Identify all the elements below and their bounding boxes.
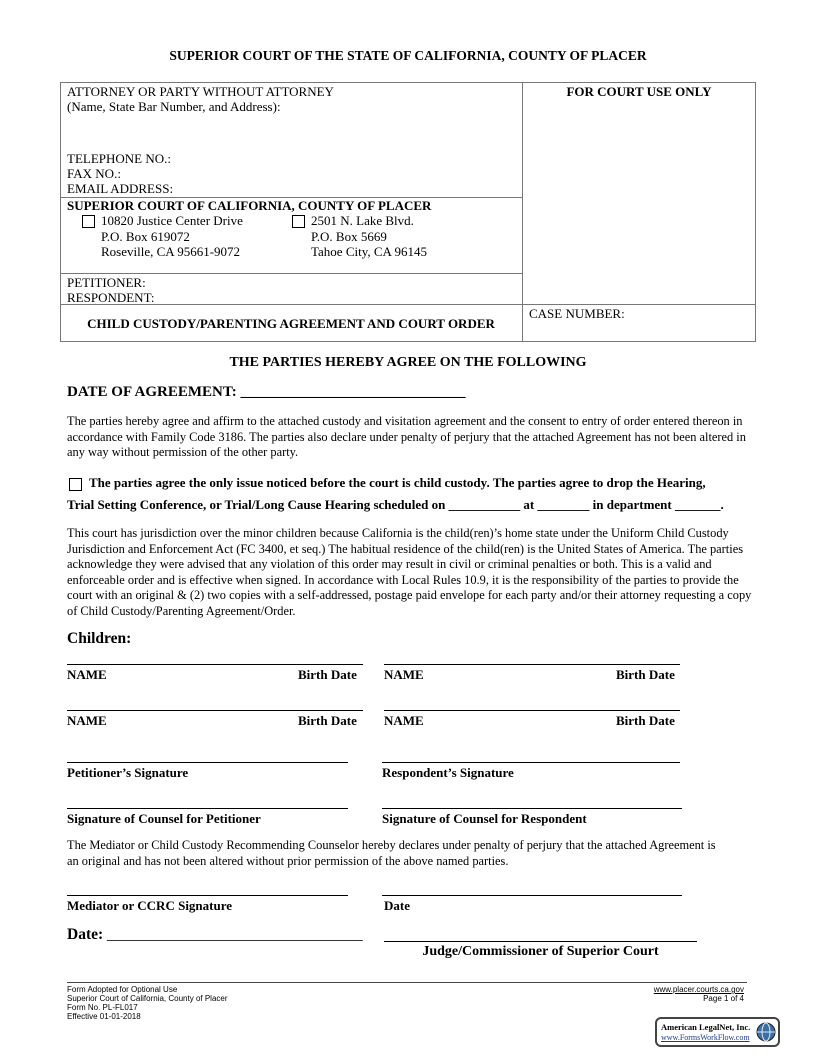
bottom-date-blank[interactable]: _________________________________ (107, 926, 363, 943)
roseville-address-2: P.O. Box 619072 (101, 229, 190, 244)
fax-label: FAX NO.: (67, 166, 121, 181)
counsel-respondent-label: Signature of Counsel for Respondent (382, 811, 587, 826)
child-3-line[interactable] (67, 710, 363, 711)
jurisdiction-paragraph: This court has jurisdiction over the minor children because California is the child(ren)’s home state under the Uniform Child Custody Jurisdiction and Enforcement Act (FC 3400, et seq.) The habitual residence of the child(ren) is the United States of America. The parties acknowledge they were advised that any violation of this order may result in civil or criminal penalties or both. This is a valid and enforceable order and is effective when signed. In accordance with Local Rules 10.9, it is the responsibility of the parties to provide the court with an original & (2) two copies with a self-addressed, postage paid envelope for each party and/or their attorney requesting a copy of Child Custody/Parenting Agreement/Order. (67, 526, 752, 618)
child-2-birth-date-label: Birth Date (616, 667, 675, 682)
judge-label: Judge/Commissioner of Superior Court (422, 944, 659, 959)
bottom-date (67, 926, 363, 944)
date-of-agreement-blank[interactable]: ______________________________ (240, 384, 466, 400)
agreement-heading: THE PARTIES HEREBY AGREE ON THE FOLLOWING (229, 355, 587, 370)
court-name: SUPERIOR COURT OF CALIFORNIA, COUNTY OF PLACER (67, 198, 432, 213)
roseville-address-1: 10820 Justice Center Drive (101, 213, 243, 228)
drop-hearing-line-1: The parties agree the only issue noticed before the court is child custody. The parties agree to drop the Hearing, (89, 475, 706, 490)
children-heading: Children: (67, 630, 132, 647)
tahoe-address-1: 2501 N. Lake Blvd. (311, 213, 414, 228)
child-4-birth-date-label: Birth Date (616, 713, 675, 728)
petitioner-label: PETITIONER: (67, 275, 146, 290)
logo-name: American LegalNet, Inc. (661, 1022, 751, 1032)
footer-line-4: Effective 01-01-2018 (67, 1012, 141, 1021)
caption-divider-vertical (522, 82, 523, 342)
judge-signature-line[interactable] (384, 941, 697, 942)
respondent-signature-label: Respondent’s Signature (382, 765, 514, 780)
mediator-signature-label: Mediator or CCRC Signature (67, 898, 233, 913)
petitioner-signature-label: Petitioner’s Signature (67, 765, 189, 780)
footer-right (654, 985, 744, 1003)
footer-line-2: Superior Court of California, County of Placer (67, 994, 228, 1003)
tahoe-checkbox[interactable] (292, 214, 305, 232)
child-4-name-label: NAME (384, 713, 424, 728)
caption-divider-2 (60, 273, 522, 274)
american-legalnet-logo[interactable] (655, 1017, 780, 1047)
drop-hearing-checkbox[interactable] (69, 477, 82, 495)
telephone-label: TELEPHONE NO.: (67, 151, 171, 166)
respondent-label: RESPONDENT: (67, 290, 155, 305)
drop-hearing-line-2: Trial Setting Conference, or Trial/Long Cause Hearing scheduled on ___________ at ________ in department _______. (67, 497, 724, 512)
email-label: EMAIL ADDRESS: (67, 181, 174, 196)
caption-divider-3 (60, 304, 756, 305)
tahoe-address-2: P.O. Box 5669 (311, 229, 387, 244)
mediator-paragraph: The Mediator or Child Custody Recommending Counselor hereby declares under penalty of perjury that the attached Agreement is an original and has not been altered without prior permission of the above named parties. (67, 838, 716, 868)
roseville-address-3: Roseville, CA 95661-9072 (101, 244, 241, 259)
child-1-line[interactable] (67, 664, 363, 665)
counsel-respondent-line[interactable] (382, 808, 682, 809)
roseville-checkbox[interactable] (82, 214, 95, 232)
respondent-signature-line[interactable] (382, 762, 680, 763)
globe-icon (756, 1021, 776, 1043)
tahoe-address-3: Tahoe City, CA 96145 (311, 244, 427, 259)
footer-left (67, 985, 228, 1021)
petitioner-signature-line[interactable] (67, 762, 348, 763)
date-of-agreement-label: DATE OF AGREEMENT: (67, 384, 237, 400)
affirmation-paragraph: The parties hereby agree and affirm to the attached custody and visitation agreement and the consent to entry of order entered thereon in accordance with Family Code 3186. The parties also declare under penalty of perjury that the attached Agreement has not been altered in any way without permission of the other party. (67, 414, 746, 459)
bottom-date-label: Date: (67, 926, 104, 943)
footer-line-3: Form No. PL-FL017 (67, 1003, 138, 1012)
footer-rule (67, 982, 747, 983)
attorney-sublabel: (Name, State Bar Number, and Address): (67, 99, 281, 114)
child-2-line[interactable] (384, 664, 680, 665)
date-of-agreement (67, 384, 465, 401)
logo-url: www.FormsWorkFlow.com (661, 1033, 750, 1042)
court-title: SUPERIOR COURT OF THE STATE OF CALIFORNIA, COUNTY OF PLACER (169, 48, 647, 63)
footer-line-1: Form Adopted for Optional Use (67, 985, 178, 994)
child-3-name-label: NAME (67, 713, 107, 728)
counsel-petitioner-line[interactable] (67, 808, 348, 809)
attorney-label: ATTORNEY OR PARTY WITHOUT ATTORNEY (67, 84, 334, 99)
case-number-label: CASE NUMBER: (529, 306, 625, 321)
mediator-signature-line[interactable] (67, 895, 348, 896)
counsel-petitioner-label: Signature of Counsel for Petitioner (67, 811, 261, 826)
child-3-birth-date-label: Birth Date (298, 713, 357, 728)
child-4-line[interactable] (384, 710, 680, 711)
mediator-date-label: Date (384, 898, 410, 913)
child-1-name-label: NAME (67, 667, 107, 682)
child-1-birth-date-label: Birth Date (298, 667, 357, 682)
form-title: CHILD CUSTODY/PARENTING AGREEMENT AND COURT ORDER (87, 316, 495, 331)
footer-page-number: Page 1 of 4 (703, 994, 744, 1003)
court-use-label: FOR COURT USE ONLY (566, 84, 712, 99)
footer-website-link[interactable]: www.placer.courts.ca.gov (653, 985, 744, 994)
mediator-date-line[interactable] (382, 895, 682, 896)
child-2-name-label: NAME (384, 667, 424, 682)
